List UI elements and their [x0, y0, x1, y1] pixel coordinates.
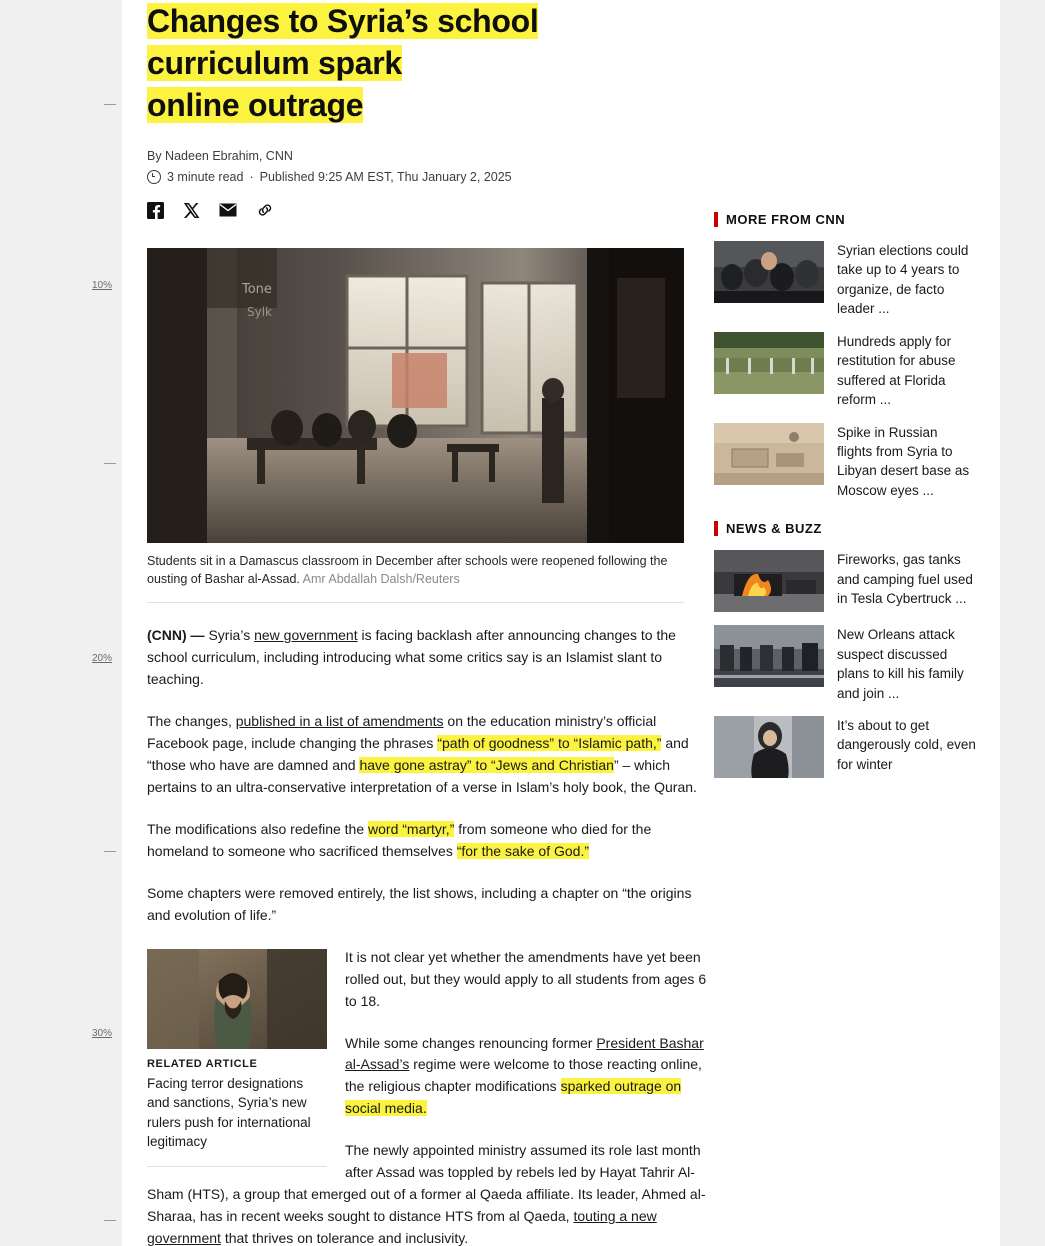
ruler-tick	[104, 104, 116, 105]
p1-text-a: Syria’s	[208, 626, 255, 643]
article-meta	[147, 170, 707, 184]
person-photo	[714, 716, 824, 778]
page-title-line1: Changes to Syria’s school curriculum spark	[147, 3, 539, 82]
street-photo	[714, 625, 824, 687]
link-new-government[interactable]: new government	[254, 626, 358, 643]
paragraph-4: Some chapters were removed entirely, the list shows, including a chapter on “the origins and evolution of life.”	[147, 884, 692, 923]
lede-label: (CNN) —	[147, 626, 209, 643]
ruler-percent-30: 30%	[92, 1028, 113, 1039]
email-icon[interactable]	[219, 203, 237, 222]
page-title-line2: online outrage	[147, 87, 364, 124]
highlight-sparked-outrage: sparked outrage on social media.	[345, 1078, 682, 1117]
rail-item-title[interactable]: Spike in Russian flights from Syria to Libyan desert base as Moscow eyes ...	[837, 424, 970, 498]
rail-heading-text: NEWS & BUZZ	[726, 521, 822, 537]
link-president-bashar-al-assad[interactable]: President Bashar al-Assad’s	[345, 1034, 704, 1073]
p7-text-b: that thrives on tolerance and inclusivity.	[220, 1230, 469, 1246]
ruler-percent-20: 20%	[92, 653, 113, 664]
rail-accent-bar	[714, 212, 718, 227]
scroll-ruler	[92, 0, 122, 1246]
hero-caption	[147, 552, 684, 603]
rail-item-title[interactable]: Hundreds apply for restitution for abuse suffered at Florida reform ...	[837, 333, 956, 408]
p6-text-a: While some changes renouncing former	[345, 1034, 597, 1051]
rail-item[interactable]	[714, 625, 976, 703]
related-article-label: RELATED ARTICLE	[147, 1057, 258, 1070]
ruler-tick	[104, 463, 116, 464]
related-article-card[interactable]	[147, 949, 327, 1167]
rail-item[interactable]	[714, 550, 976, 612]
facebook-icon[interactable]	[147, 202, 164, 224]
p3-text-b: from someone who died for the homeland to someone who sacrificed themselves	[147, 820, 652, 859]
paragraph-1	[147, 603, 707, 691]
rail-section-more-from-cnn	[714, 212, 976, 500]
aerial-photo	[714, 423, 824, 485]
article-column	[147, 0, 707, 1246]
hero-photo	[147, 248, 684, 543]
ruler-tick	[104, 1220, 116, 1221]
rail-heading-more-from-cnn	[714, 212, 976, 227]
related-article-photo	[147, 949, 327, 1049]
highlight-islamic-path: “path of goodness” to “Islamic path,”	[437, 734, 662, 751]
p2-text-a: The changes,	[147, 712, 236, 729]
x-icon[interactable]	[183, 202, 200, 224]
rail-item-title[interactable]: New Orleans attack suspect discussed plans to kill his family and join ...	[837, 627, 964, 701]
p2-text-d: ” – which pertains to an ultra-conservative interpretation of a verse in Islam’s holy book, the Quran.	[147, 756, 697, 795]
p2-text-b: on the education ministry’s official Facebook page, include changing the phrases	[147, 712, 657, 751]
clock-icon	[147, 170, 161, 184]
paragraph-5: It is not clear yet whether the amendments have yet been rolled out, but they would apply to all students from ages 6 to 18.	[345, 948, 707, 1009]
link-list-of-amendments[interactable]: published in a list of amendments	[235, 712, 444, 729]
rail-item[interactable]	[714, 716, 976, 778]
rail-heading-news-and-buzz	[714, 521, 976, 536]
published-date: Published 9:25 AM EST, Thu January 2, 2025	[259, 169, 512, 184]
rail-item[interactable]	[714, 241, 976, 319]
highlight-word-martyr: word “martyr,”	[368, 820, 455, 837]
paragraph-2	[147, 691, 707, 799]
page-title	[147, 0, 707, 127]
read-time: 3 minute read	[167, 169, 244, 184]
link-touting-a-new-government[interactable]: touting a new government	[147, 1208, 657, 1246]
p7-text-a: The newly appointed ministry assumed its role last month after Assad was toppled by rebels led by Hayat Tahrir Al-Sham (HTS), a group that emerged out of a former al Qaeda affiliate. Its leader, Ahmed al-Sharaa, has in recent weeks sought to distance HTS from al Qaeda,	[147, 1142, 706, 1225]
share-row	[147, 202, 707, 224]
ruler-percent-10: 10%	[92, 280, 113, 291]
hero-caption-text: Students sit in a Damascus classroom in December after schools were reopened following the ousting of Bashar al-Assad.	[147, 553, 668, 586]
rail-item-title[interactable]: Syrian elections could take up to 4 years to organize, de facto leader ...	[837, 243, 969, 317]
byline: By Nadeen Ebrahim, CNN	[147, 148, 293, 163]
hero-figure	[147, 248, 684, 603]
highlight-jews-and-christian: have gone astray” to “Jews and Christian	[359, 756, 614, 773]
related-article-title[interactable]: Facing terror designations and sanctions, Syria’s new rulers push for international legitimacy	[147, 1074, 327, 1167]
rail-item-title[interactable]: It’s about to get dangerously cold, even for winter	[837, 718, 976, 772]
svg-text:Sylk: Sylk	[247, 304, 273, 319]
link-icon[interactable]	[256, 203, 274, 222]
p3-text-a: The modifications also redefine the	[147, 820, 369, 837]
fire-photo	[714, 550, 824, 612]
rail-accent-bar	[714, 521, 718, 536]
meta-separator: ·	[249, 169, 254, 184]
rail-item[interactable]	[714, 332, 976, 410]
p1-text-b: is facing backlash after announcing changes to the school curriculum, including introducing what some critics say is an Islamist slant to teaching.	[147, 626, 676, 687]
right-rail	[714, 212, 976, 791]
hero-credit: Amr Abdallah Dalsh/Reuters	[302, 571, 460, 586]
article-sheet	[122, 0, 1000, 1246]
crowd-photo	[714, 241, 824, 303]
ruler-tick	[104, 851, 116, 852]
field-photo	[714, 332, 824, 394]
rail-item-title[interactable]: Fireworks, gas tanks and camping fuel used in Tesla Cybertruck ...	[837, 552, 973, 607]
rail-item[interactable]	[714, 423, 976, 501]
p6-text-b: regime were welcome to those reacting online, the religious chapter modifications	[345, 1056, 702, 1095]
rail-section-news-and-buzz	[714, 521, 976, 778]
svg-text:Tone: Tone	[242, 281, 272, 297]
p2-text-c: and “those who have are damned and	[147, 734, 689, 773]
highlight-sake-of-god: “for the sake of God.”	[456, 842, 590, 859]
rail-heading-text: MORE FROM CNN	[726, 212, 846, 227]
paragraph-3	[147, 799, 707, 863]
